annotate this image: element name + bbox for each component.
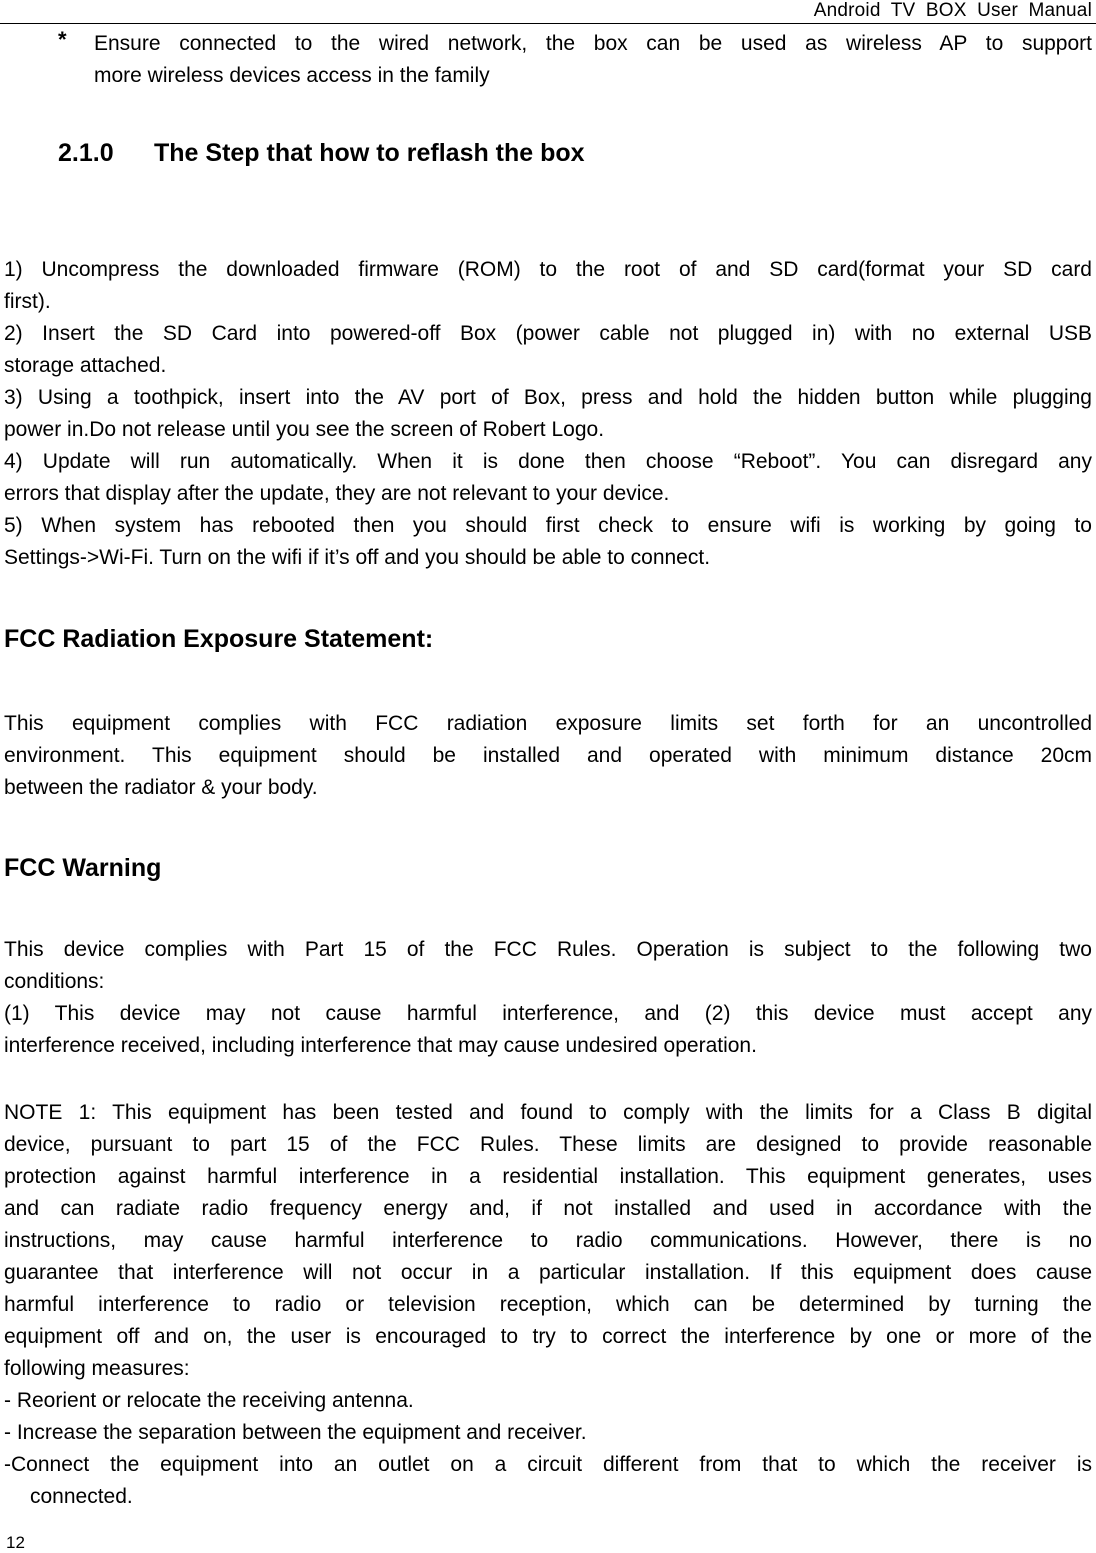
step-3-line-1: 3) Using a toothpick, insert into the AV port of Box, press and hold the hidden button while plugging	[4, 386, 1092, 409]
step-1-line-1: 1) Uncompress the downloaded firmware (ROM) to the root of and SD card(format your SD card	[4, 258, 1092, 281]
measure-3-line-1: -Connect the equipment into an outlet on a circuit different from that to which the receiver is	[4, 1453, 1092, 1476]
fcc-warning-p1-line-2: conditions:	[4, 970, 105, 993]
fcc-radiation-line-3: between the radiator & your body.	[4, 776, 318, 799]
step-4-line-2: errors that display after the update, they are not relevant to your device.	[4, 482, 670, 505]
note-line-7: harmful interference to radio or television reception, which can be determined by turning the	[4, 1293, 1092, 1316]
step-1-line-2: first).	[4, 290, 51, 313]
fcc-radiation-text	[4, 708, 1092, 804]
note-line-5: instructions, may cause harmful interference to radio communications. However, there is no	[4, 1229, 1092, 1252]
bullet-line-2: more wireless devices access in the family	[94, 64, 490, 87]
note-line-6: guarantee that interference will not occur in a particular installation. If this equipment does cause	[4, 1261, 1092, 1284]
measure-3-line-2: connected.	[30, 1485, 133, 1508]
step-4-line-1: 4) Update will run automatically. When it is done then choose “Reboot”. You can disregard any	[4, 450, 1092, 473]
note-line-1: NOTE 1: This equipment has been tested and found to comply with the limits for a Class B digital	[4, 1101, 1092, 1124]
fcc-radiation-line-2: environment. This equipment should be installed and operated with minimum distance 20cm	[4, 744, 1092, 767]
measure-1: - Reorient or relocate the receiving antenna.	[4, 1389, 414, 1412]
header-title: Android TV BOX User Manual	[813, 0, 1092, 21]
note-line-2: device, pursuant to part 15 of the FCC Rules. These limits are designed to provide reasonable	[4, 1133, 1092, 1156]
note-line-3: protection against harmful interference in a residential installation. This equipment generates, uses	[4, 1165, 1092, 1188]
fcc-radiation-line-1: This equipment complies with FCC radiation exposure limits set forth for an uncontrolled	[4, 712, 1092, 735]
measure-2: - Increase the separation between the equipment and receiver.	[4, 1421, 587, 1444]
bullet-text	[94, 28, 1092, 92]
step-5-line-2: Settings->Wi-Fi. Turn on the wifi if it’s off and you should be able to connect.	[4, 546, 711, 569]
fcc-warning-p1-line-1: This device complies with Part 15 of the FCC Rules. Operation is subject to the following two	[4, 938, 1092, 961]
fcc-warning-text	[4, 934, 1092, 1062]
step-3-line-2: power in.Do not release until you see the screen of Robert Logo.	[4, 418, 605, 441]
section-number: 2.1.0	[58, 139, 114, 167]
note-line-4: and can radiate radio frequency energy and, if not installed and used in accordance with the	[4, 1197, 1092, 1220]
section-heading	[58, 139, 585, 168]
reflash-steps	[4, 254, 1092, 574]
header-divider	[0, 23, 1096, 24]
fcc-warning-p2-line-2: interference received, including interference that may cause undesired operation.	[4, 1034, 757, 1057]
fcc-radiation-heading: FCC Radiation Exposure Statement:	[4, 625, 434, 653]
section-title: The Step that how to reflash the box	[154, 139, 585, 167]
fcc-warning-p2-line-1: (1) This device may not cause harmful interference, and (2) this device must accept any	[4, 1002, 1092, 1025]
bullet-marker: *	[58, 27, 67, 52]
bullet-line-1: Ensure connected to the wired network, the box can be used as wireless AP to support	[94, 32, 1092, 55]
page-number: 12	[6, 1533, 25, 1552]
fcc-warning-heading: FCC Warning	[4, 854, 162, 882]
step-2-line-1: 2) Insert the SD Card into powered-off Box (power cable not plugged in) with no external USB	[4, 322, 1092, 345]
note-text	[4, 1097, 1092, 1513]
note-line-8: equipment off and on, the user is encouraged to try to correct the interference by one or more of the	[4, 1325, 1092, 1348]
step-2-line-2: storage attached.	[4, 354, 167, 377]
step-5-line-1: 5) When system has rebooted then you should first check to ensure wifi is working by going to	[4, 514, 1092, 537]
note-line-9: following measures:	[4, 1357, 190, 1380]
